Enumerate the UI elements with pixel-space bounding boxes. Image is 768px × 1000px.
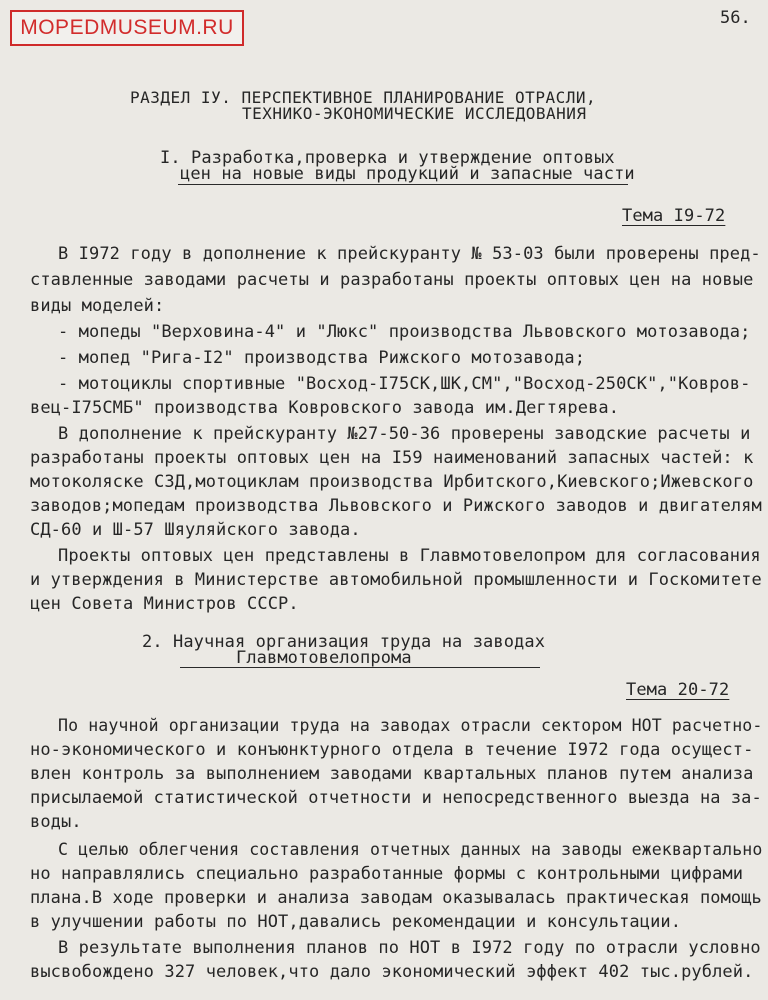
subsection-1-title-line-2: цен на новые виды продукций и запасные части — [180, 164, 635, 184]
subsection-1-underline — [178, 184, 628, 185]
paragraph-2-line-5: СД-60 и Ш-57 Шяуляйского завода. — [30, 520, 361, 540]
paragraph-2-line-3: мотоколяске СЗД,мотоциклам производства Ирбитского,Киевского;Ижевского — [30, 472, 754, 492]
subsection-2-title-line-2: Главмотовелопрома — [236, 648, 412, 668]
paragraph-4-line-5: воды. — [30, 812, 82, 832]
paragraph-4-line-3: влен контроль за выполнением заводами квартальных планов путем анализа — [30, 764, 754, 784]
paragraph-2-line-2: разработаны проекты оптовых цен на I59 наименований запасных частей: к — [30, 448, 754, 468]
paragraph-2-line-4: заводов;мопедам производства Львовского и Рижского заводов и двигателям — [30, 496, 762, 516]
subsection-1-title-line-1: I. Разработка,проверка и утверждение оптовых — [160, 148, 615, 168]
paragraph-1-line-7: вец-I75СМБ" производства Ковровского завода им.Дегтярева. — [30, 398, 620, 418]
paragraph-1-line-1: В I972 году в дополнение к прейскуранту № 53-03 были проверены пред- — [58, 244, 761, 264]
paragraph-1-line-6: - мотоциклы спортивные "Восход-I75СК,ШК,СМ","Восход-250СК","Ковров- — [58, 374, 751, 394]
page-number: 56. — [720, 8, 751, 28]
watermark-logo: MOPEDMUSEUM.RU — [10, 10, 244, 46]
paragraph-1-line-2: ставленные заводами расчеты и разработаны проекты оптовых цен на новые — [30, 270, 754, 290]
topic-1-label: Тема I9-72 — [622, 206, 726, 226]
subsection-2-underline — [180, 667, 540, 668]
paragraph-4-line-2: но-экономического и конъюнктурного отдела в течение I972 года осущест- — [30, 740, 754, 760]
paragraph-5-line-4: в улучшении работы по НОТ,давались рекомендации и консультации. — [30, 912, 682, 932]
paragraph-1-line-3: виды моделей: — [30, 296, 165, 316]
paragraph-3-line-3: цен Совета Министров СССР. — [30, 594, 299, 614]
paragraph-3-line-1: Проекты оптовых цен представлены в Главмотовелопром для согласования — [58, 546, 761, 566]
paragraph-4-line-4: присылаемой статистической отчетности и непосредственного выезда на за- — [30, 788, 762, 808]
paragraph-5-line-1: С целью облегчения составления отчетных данных на заводы ежеквартально — [58, 840, 763, 860]
paragraph-1-line-5: - мопед "Рига-I2" производства Рижского мотозавода; — [58, 348, 586, 368]
section-title-line-2: ТЕХНИКО-ЭКОНОМИЧЕСКИЕ ИССЛЕДОВАНИЯ — [242, 104, 587, 123]
section-title-line-1: РАЗДЕЛ IУ. ПЕРСПЕКТИВНОЕ ПЛАНИРОВАНИЕ ОТРАСЛИ, — [130, 88, 597, 107]
paragraph-6-line-2: высвобождено 327 человек,что дало экономический эффект 402 тыс.рублей. — [30, 962, 754, 982]
paragraph-2-line-1: В дополнение к прейскуранту №27-50-36 проверены заводские расчеты и — [58, 424, 751, 444]
topic-2-label: Тема 20-72 — [626, 680, 730, 700]
paragraph-4-line-1: По научной организации труда на заводах отрасли сектором НОТ расчетно- — [58, 716, 763, 736]
paragraph-6-line-1: В результате выполнения планов по НОТ в I972 году по отрасли условно — [58, 938, 761, 958]
paragraph-3-line-2: и утверждения в Министерстве автомобильной промышленности и Госкомитете — [30, 570, 762, 590]
paragraph-5-line-2: но направлялись специально разработанные формы с контрольными цифрами — [30, 864, 744, 884]
paragraph-5-line-3: плана.В ходе проверки и анализа заводам оказывалась практическая помощь — [30, 888, 762, 908]
paragraph-1-line-4: - мопеды "Верховина-4" и "Люкс" производства Львовского мотозавода; — [58, 322, 751, 342]
subsection-2-title-line-1: 2. Научная организация труда на заводах — [142, 632, 546, 652]
